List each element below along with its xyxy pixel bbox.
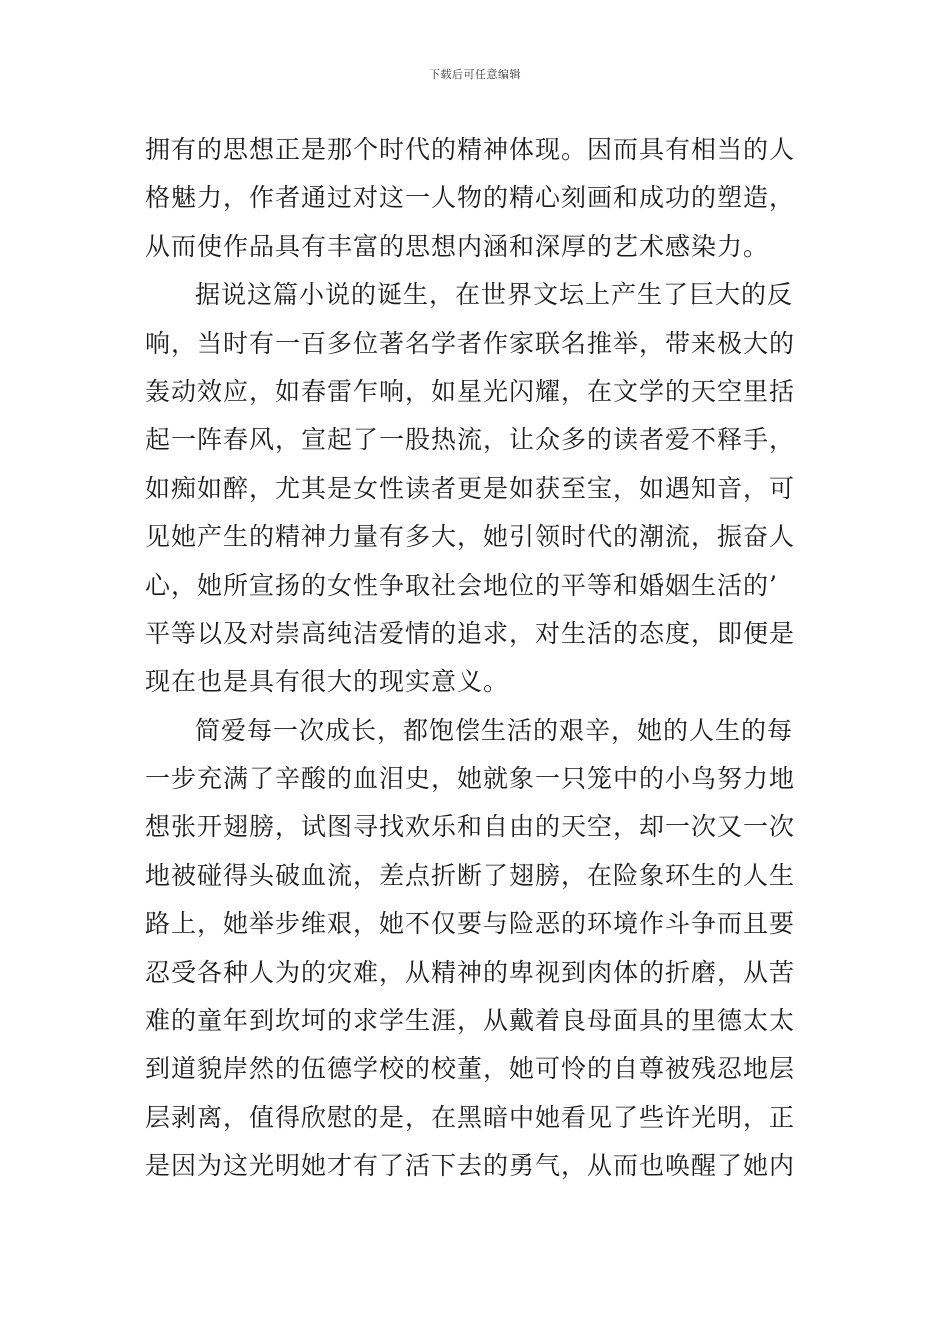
paragraph-start-line: 简爱每一次成长，都饱偿生活的艰辛，她的人生的每	[195, 715, 794, 745]
text-line: 路上，她举步维艰，她不仅要与险恶的环境作斗争而且要	[145, 909, 796, 939]
page-header: 下载后可任意编辑	[429, 68, 521, 81]
text-line: 拥有的思想正是那个时代的精神体现。因而具有相当的人	[145, 135, 796, 164]
text-line: 地被碰得头破血流，差点折断了翅膀，在险象环生的人生	[145, 860, 796, 890]
text-line: 从而使作品具有丰富的思想内涵和深厚的艺术感染力。	[145, 231, 770, 261]
text-line: 平等以及对崇高纯洁爱情的追求，对生活的态度，即便是	[145, 618, 796, 648]
text-line: 到道貌岸然的伍德学校的校董，她可怜的自尊被残忍地层	[145, 1054, 796, 1084]
document-body	[145, 126, 807, 1191]
text-line: 想张开翅膀，试图寻找欢乐和自由的天空，却一次又一次	[145, 812, 796, 842]
text-line: 难的童年到坎坷的求学生涯，从戴着良母面具的里德太太	[145, 1006, 796, 1036]
text-line: 起一阵春风，宣起了一股热流，让众多的读者爱不释手，	[145, 425, 796, 455]
text-line: 一步充满了辛酸的血泪史，她就象一只笼中的小鸟努力地	[145, 764, 796, 794]
text-line: 响，当时有一百多位著名学者作家联名推举，带来极大的	[145, 328, 796, 358]
text-line: 轰动效应，如春雷乍响，如星光闪耀，在文学的天空里括	[145, 376, 796, 406]
text-line: 格魅力，作者通过对这一人物的精心刻画和成功的塑造，	[145, 183, 796, 213]
text-line: 如痴如醉，尤其是女性读者更是如获至宝，如遇知音，可	[145, 473, 796, 503]
text-line: 层剥离，值得欣慰的是，在黑暗中她看见了些许光明，正	[145, 1102, 796, 1132]
text-line: 心，她所宣扬的女性争取社会地位的平等和婚姻生活的’	[145, 570, 778, 600]
text-line: 现在也是具有很大的现实意义。	[145, 667, 510, 697]
text-line: 忍受各种人为的灾难，从精神的卑视到肉体的折磨，从苦	[145, 957, 796, 987]
paragraph-start-line: 据说这篇小说的诞生，在世界文坛上产生了巨大的反	[195, 280, 794, 310]
text-line: 见她产生的精神力量有多大，她引领时代的潮流，振奋人	[145, 522, 796, 552]
text-line: 是因为这光明她才有了活下去的勇气，从而也唤醒了她内	[145, 1151, 796, 1181]
